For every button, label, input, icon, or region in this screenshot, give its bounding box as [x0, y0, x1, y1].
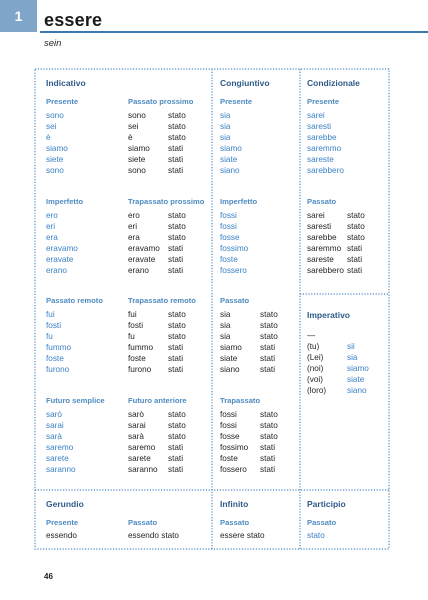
tense-name: Imperfetto	[220, 197, 258, 206]
verb-form: sei	[46, 122, 57, 131]
header-rule	[40, 31, 428, 33]
participle-form: stato	[260, 432, 278, 441]
participle-form: stati	[168, 343, 184, 352]
auxiliary-form: foste	[220, 454, 238, 463]
auxiliary-form: eravate	[128, 255, 156, 264]
participle-form: stati	[260, 443, 276, 452]
participle-form: stato	[260, 332, 278, 341]
auxiliary-form: sono	[128, 166, 146, 175]
section-gerundio: Gerundio	[46, 499, 84, 509]
participle-form: stato	[168, 410, 186, 419]
participle-form: stato	[260, 310, 278, 319]
participle-form: stati	[260, 365, 276, 374]
auxiliary-form: sareste	[307, 255, 334, 264]
participle-form: stati	[260, 465, 276, 474]
auxiliary-form: sia	[220, 332, 231, 341]
pronoun: (loro)	[307, 386, 327, 395]
verb-form: sarebbe	[307, 133, 337, 142]
verb-form: era	[46, 233, 58, 242]
pronoun: (voi)	[307, 375, 323, 384]
tense-name: Presente	[307, 97, 340, 106]
participio-passato-form: stato	[307, 531, 325, 540]
verb-form: saranno	[46, 465, 76, 474]
participle-form: stato	[347, 222, 365, 231]
section-indicativo: Indicativo	[46, 78, 86, 88]
auxiliary-form: fosse	[220, 432, 240, 441]
auxiliary-form: siano	[220, 365, 240, 374]
participle-form: stato	[260, 321, 278, 330]
auxiliary-form: sarebbero	[307, 266, 344, 275]
auxiliary-form: sia	[220, 321, 231, 330]
verb-form: fosti	[46, 321, 62, 330]
auxiliary-form: fossi	[220, 421, 237, 430]
verb-form: eri	[46, 222, 56, 231]
verb-form: sarà	[46, 432, 62, 441]
infinito-passato-form: essere stato	[220, 531, 265, 540]
auxiliary-form: siate	[220, 354, 238, 363]
verb-form: erano	[46, 266, 67, 275]
tense-name: Passato	[307, 197, 337, 206]
section-congiuntivo: Congiuntivo	[220, 78, 270, 88]
participle-form: stato	[168, 421, 186, 430]
auxiliary-form: è	[128, 133, 133, 142]
auxiliary-form: fu	[128, 332, 135, 341]
verb-form: sarebbero	[307, 166, 344, 175]
pronoun: (noi)	[307, 364, 324, 373]
tense-name: Trapassato	[220, 396, 261, 405]
participle-form: stati	[347, 255, 363, 264]
auxiliary-form: saremo	[128, 443, 156, 452]
participle-form: stati	[168, 166, 184, 175]
tense-name: Trapassato remoto	[128, 296, 196, 305]
verb-form: fosse	[220, 233, 240, 242]
participle-form: stati	[168, 244, 184, 253]
tense-name: Passato	[128, 518, 158, 527]
verb-form: siete	[46, 155, 64, 164]
tense-name: Passato	[220, 518, 250, 527]
verb-form: fui	[46, 310, 55, 319]
tense-name: Passato remoto	[46, 296, 103, 305]
auxiliary-form: saranno	[128, 465, 158, 474]
auxiliary-form: era	[128, 233, 140, 242]
pronoun: (Lei)	[307, 353, 324, 362]
section-infinito: Infinito	[220, 499, 249, 509]
participle-form: stati	[168, 144, 184, 153]
verb-form: saremo	[46, 443, 74, 452]
verb-form: sarete	[46, 454, 69, 463]
verb-form: siamo	[46, 144, 68, 153]
tense-name: Presente	[46, 97, 79, 106]
verb-title: essere	[44, 10, 103, 30]
verb-form: ero	[46, 211, 58, 220]
verb-form: saresti	[307, 122, 332, 131]
participle-form: stato	[347, 233, 365, 242]
verb-form: sia	[220, 133, 231, 142]
auxiliary-form: sarà	[128, 432, 144, 441]
tense-name: Presente	[220, 97, 253, 106]
verb-form: fossi	[220, 211, 237, 220]
verb-form: eravate	[46, 255, 74, 264]
auxiliary-form: sarai	[128, 421, 146, 430]
verb-form: eravamo	[46, 244, 78, 253]
auxiliary-form: eri	[128, 222, 138, 231]
verb-form: sia	[220, 122, 231, 131]
pronoun: —	[307, 331, 316, 340]
participle-form: stato	[168, 111, 186, 120]
imperative-form: sii	[347, 342, 355, 351]
tense-name: Passato	[307, 518, 337, 527]
auxiliary-form: saresti	[307, 222, 332, 231]
participle-form: stato	[347, 211, 365, 220]
verb-form: sarei	[307, 111, 325, 120]
auxiliary-form: ero	[128, 211, 140, 220]
participle-form: stato	[168, 122, 186, 131]
participle-form: stato	[260, 410, 278, 419]
auxiliary-form: sarebbe	[307, 233, 337, 242]
auxiliary-form: sarò	[128, 410, 144, 419]
section-imperativo: Imperativo	[307, 310, 350, 320]
verb-form: siate	[220, 155, 238, 164]
participle-form: stati	[168, 465, 184, 474]
verb-form: fu	[46, 332, 53, 341]
auxiliary-form: fummo	[128, 343, 154, 352]
pronoun: (tu)	[307, 342, 320, 351]
verb-form: fossero	[220, 266, 247, 275]
verb-form: è	[46, 133, 51, 142]
imperative-form: sia	[347, 353, 358, 362]
auxiliary-form: sarete	[128, 454, 151, 463]
page-number: 46	[44, 572, 53, 581]
imperative-form: siamo	[347, 364, 369, 373]
participle-form: stato	[168, 133, 186, 142]
participle-form: stati	[168, 354, 184, 363]
participle-form: stato	[168, 222, 186, 231]
participle-form: stati	[260, 454, 276, 463]
verb-form: fummo	[46, 343, 72, 352]
participle-form: stato	[168, 233, 186, 242]
verb-form: sarai	[46, 421, 64, 430]
participle-form: stato	[260, 421, 278, 430]
section-participio: Participio	[307, 499, 346, 509]
auxiliary-form: eravamo	[128, 244, 160, 253]
participle-form: stato	[168, 321, 186, 330]
auxiliary-form: fossi	[220, 410, 237, 419]
verb-form: foste	[46, 354, 64, 363]
verb-form: fossi	[220, 222, 237, 231]
tense-name: Trapassato prossimo	[128, 197, 205, 206]
verb-form: sono	[46, 111, 64, 120]
participle-form: stato	[168, 211, 186, 220]
gerundio-presente-form: essendo	[46, 531, 77, 540]
tense-name: Presente	[46, 518, 79, 527]
auxiliary-form: siamo	[128, 144, 150, 153]
participle-form: stati	[168, 365, 184, 374]
participle-form: stati	[260, 354, 276, 363]
auxiliary-form: erano	[128, 266, 149, 275]
auxiliary-form: fosti	[128, 321, 144, 330]
tense-name: Futuro semplice	[46, 396, 105, 405]
verb-form: siamo	[220, 144, 242, 153]
tense-name: Futuro anteriore	[128, 396, 187, 405]
gerundio-passato-form: essendo stato	[128, 531, 179, 540]
tense-name: Passato	[220, 296, 250, 305]
participle-form: stati	[168, 255, 184, 264]
participle-form: stati	[168, 266, 184, 275]
tense-name: Imperfetto	[46, 197, 84, 206]
tense-name: Passato prossimo	[128, 97, 194, 106]
auxiliary-form: fossimo	[220, 443, 249, 452]
participle-form: stati	[347, 244, 363, 253]
verb-form: fossimo	[220, 244, 249, 253]
verb-form: sono	[46, 166, 64, 175]
auxiliary-form: sarei	[307, 211, 325, 220]
participle-form: stato	[168, 432, 186, 441]
auxiliary-form: furono	[128, 365, 152, 374]
participle-form: stati	[168, 454, 184, 463]
verb-form: sarò	[46, 410, 62, 419]
participle-form: stati	[168, 155, 184, 164]
auxiliary-form: fossero	[220, 465, 247, 474]
participle-form: stati	[347, 266, 363, 275]
verb-form: siano	[220, 166, 240, 175]
section-condizionale: Condizionale	[307, 78, 360, 88]
auxiliary-form: foste	[128, 354, 146, 363]
participle-form: stati	[260, 343, 276, 352]
auxiliary-form: sono	[128, 111, 146, 120]
verb-form: foste	[220, 255, 238, 264]
participle-form: stati	[168, 443, 184, 452]
verb-form: saremmo	[307, 144, 342, 153]
auxiliary-form: siete	[128, 155, 146, 164]
imperative-form: siano	[347, 386, 367, 395]
verb-translation: sein	[44, 38, 62, 49]
participle-form: stato	[168, 332, 186, 341]
verb-form: furono	[46, 365, 70, 374]
auxiliary-form: fui	[128, 310, 137, 319]
participle-form: stato	[168, 310, 186, 319]
auxiliary-form: saremmo	[307, 244, 342, 253]
imperative-form: siate	[347, 375, 365, 384]
verb-form: sareste	[307, 155, 334, 164]
auxiliary-form: siamo	[220, 343, 242, 352]
auxiliary-form: sia	[220, 310, 231, 319]
verb-form: sia	[220, 111, 231, 120]
auxiliary-form: sei	[128, 122, 139, 131]
verb-number-badge: 1	[0, 0, 37, 32]
